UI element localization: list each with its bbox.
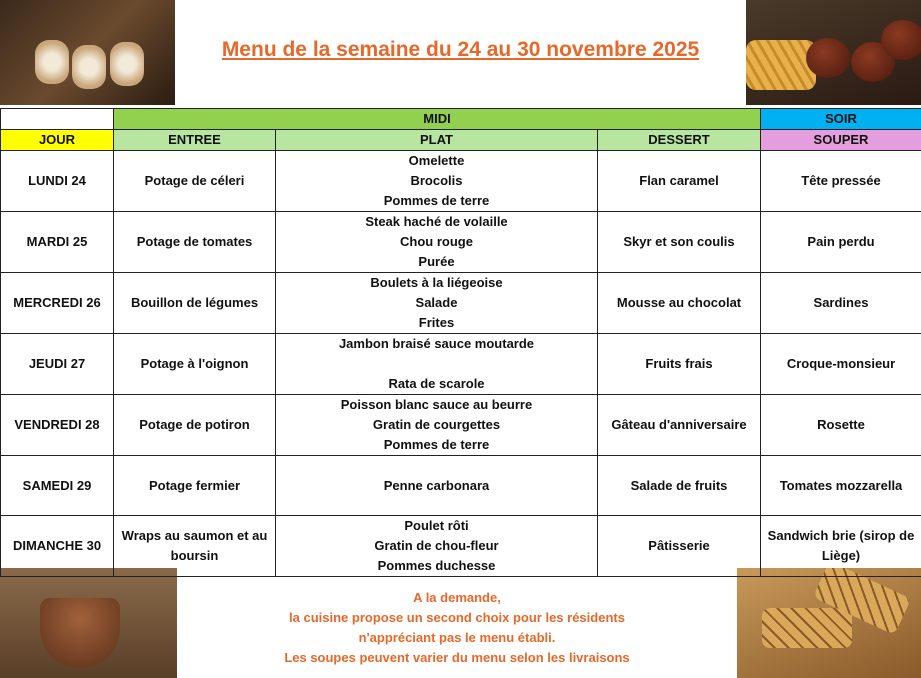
plat-item: Jambon braisé sauce moutarde (338, 336, 535, 351)
dessert-cell: Mousse au chocolat (598, 273, 761, 334)
header-midi: MIDI (114, 109, 761, 130)
table-row (1, 456, 921, 516)
plat-item: Pommes de terre (383, 193, 490, 208)
sandwich (762, 608, 852, 648)
table-row (1, 395, 921, 456)
wrap-roll (110, 42, 144, 86)
header-jour: JOUR (1, 130, 114, 151)
dessert-cell: Salade de fruits (598, 456, 761, 516)
note-line: Les soupes peuvent varier du menu selon les livraisons (284, 650, 630, 665)
dessert-cell: Pâtisserie (598, 516, 761, 577)
plat-cell (276, 151, 598, 212)
header-souper: SOUPER (761, 130, 921, 151)
dessert-cell: Gâteau d'anniversaire (598, 395, 761, 456)
souper-cell: Rosette (761, 395, 921, 456)
plat-item: Rata de scarole (388, 376, 485, 391)
day-cell: JEUDI 27 (1, 334, 114, 395)
day-cell: MARDI 25 (1, 212, 114, 273)
header-plat: PLAT (276, 130, 598, 151)
plat-item: Pommes de terre (383, 437, 490, 452)
plat-cell (276, 212, 598, 273)
plat-item: Purée (418, 254, 455, 269)
plat-cell (276, 516, 598, 577)
table-row (1, 516, 921, 577)
header-row-columns (1, 130, 921, 151)
souper-cell: Croque-monsieur (761, 334, 921, 395)
plat-item: Gratin de courgettes (372, 417, 501, 432)
plat-cell (276, 456, 598, 516)
entree-cell: Potage à l'oignon (114, 334, 276, 395)
plat-item: Brocolis (410, 173, 463, 188)
croque-monsieur-photo (737, 568, 921, 678)
wrap-roll (35, 40, 69, 84)
souper-cell: Sandwich brie (sirop de Liège) (761, 516, 921, 577)
day-cell: LUNDI 24 (1, 151, 114, 212)
dessert-cell: Skyr et son coulis (598, 212, 761, 273)
plat-item (279, 354, 594, 374)
day-cell: SAMEDI 29 (1, 456, 114, 516)
note-line: A la demande, (413, 590, 501, 605)
entree-cell: Wraps au saumon et au boursin (114, 516, 276, 577)
mousse-cup (40, 598, 120, 668)
fries (746, 40, 816, 90)
table-row (1, 212, 921, 273)
day-cell: VENDREDI 28 (1, 395, 114, 456)
page-title: Menu de la semaine du 24 au 30 novembre 2025 (221, 38, 700, 61)
empty-cell (1, 109, 114, 130)
entree-cell: Potage de tomates (114, 212, 276, 273)
plat-item: Poulet rôti (404, 518, 469, 533)
note-line: n'appréciant pas le menu établi. (358, 630, 556, 645)
entree-cell: Bouillon de légumes (114, 273, 276, 334)
note-line: la cuisine propose un second choix pour les résidents (289, 610, 625, 625)
souper-cell: Tomates mozzarella (761, 456, 921, 516)
header-soir: SOIR (761, 109, 921, 130)
plat-item: Salade (415, 295, 458, 310)
menu-table (0, 108, 921, 577)
header-entree: ENTREE (114, 130, 276, 151)
table-row (1, 273, 921, 334)
plat-item: Gratin de chou-fleur (374, 538, 499, 553)
day-cell: DIMANCHE 30 (1, 516, 114, 577)
plat-cell (276, 334, 598, 395)
table-row (1, 334, 921, 395)
entree-cell: Potage de potiron (114, 395, 276, 456)
entree-cell: Potage de céleri (114, 151, 276, 212)
table-row (1, 151, 921, 212)
wrap-roll (72, 45, 106, 89)
plat-item: Penne carbonara (383, 477, 490, 493)
chocolate-mousse-photo (0, 568, 177, 678)
plat-item: Boulets à la liégeoise (370, 275, 503, 290)
souper-cell: Tête pressée (761, 151, 921, 212)
meatballs-fries-photo (746, 0, 921, 105)
wraps-photo (0, 0, 175, 105)
souper-cell: Sardines (761, 273, 921, 334)
plat-item: Omelette (408, 153, 465, 168)
plat-cell (276, 273, 598, 334)
plat-item: Frites (418, 315, 455, 330)
header-dessert: DESSERT (598, 130, 761, 151)
meatball (881, 20, 921, 60)
day-cell: MERCREDI 26 (1, 273, 114, 334)
header-row-meal (1, 109, 921, 130)
plat-item: Poisson blanc sauce au beurre (340, 397, 533, 412)
plat-item: Pommes duchesse (377, 558, 496, 573)
meatball (806, 38, 850, 78)
plat-cell (276, 395, 598, 456)
souper-cell: Pain perdu (761, 212, 921, 273)
plat-item: Steak haché de volaille (365, 214, 508, 229)
dessert-cell: Flan caramel (598, 151, 761, 212)
entree-cell: Potage fermier (114, 456, 276, 516)
footer-note (177, 588, 737, 668)
plat-item: Chou rouge (400, 234, 473, 249)
dessert-cell: Fruits frais (598, 334, 761, 395)
